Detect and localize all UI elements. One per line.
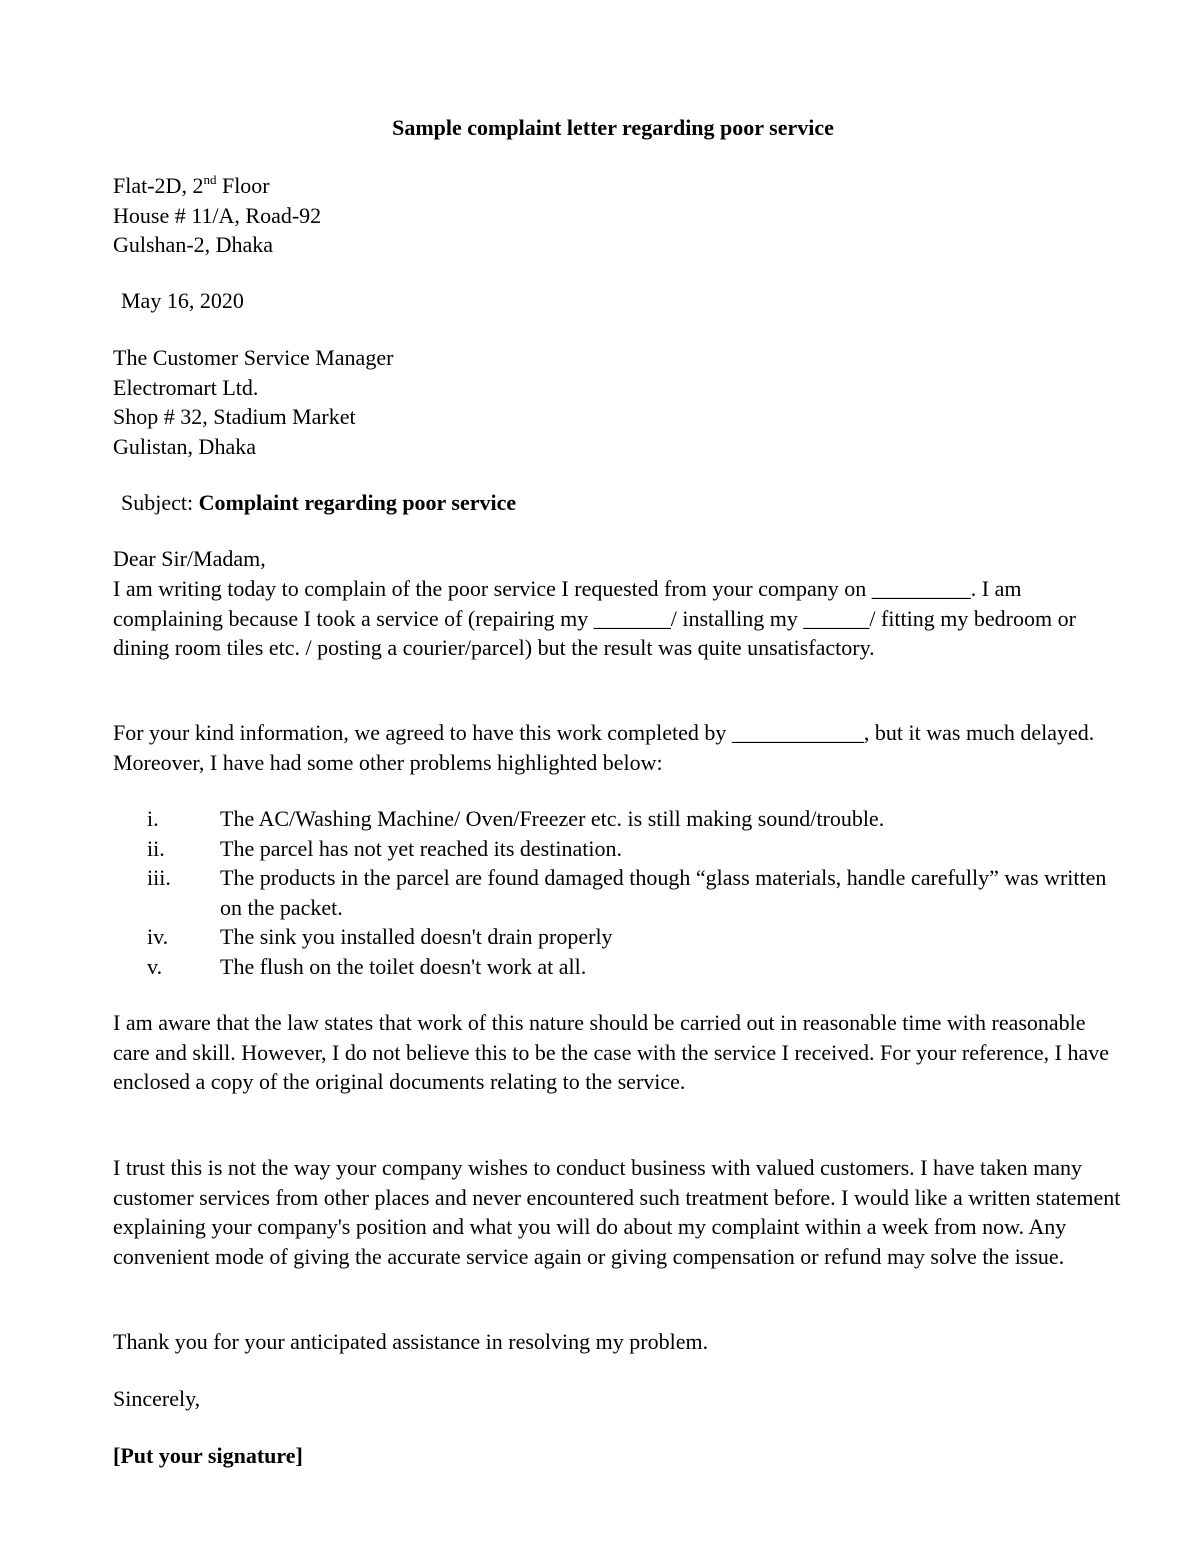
list-item: [113, 922, 1123, 952]
list-item-number: iv.: [147, 924, 169, 949]
recipient-line-2: Electromart Ltd.: [113, 374, 259, 400]
sender-address-line-2: House # 11/A, Road-92: [113, 202, 322, 228]
closing: Sincerely,: [113, 1386, 201, 1411]
list-item-number: iii.: [147, 865, 171, 890]
subject-line: [113, 488, 1123, 518]
recipient-line-1: The Customer Service Manager: [113, 345, 394, 370]
list-item-text: The products in the parcel are found damaged though “glass materials, handle carefully” was written on the packet.: [220, 865, 1107, 920]
list-item-text: The sink you installed doesn't drain properly: [220, 924, 613, 949]
signature-placeholder: [Put your signature]: [113, 1443, 303, 1468]
sender-address-line-3: Gulshan-2, Dhaka: [113, 232, 274, 257]
list-item-number: v.: [147, 953, 163, 979]
paragraph-4: I trust this is not the way your company wishes to conduct business with valued customers. I have taken many customer services from other places and never encountered such treatment before. I would like a written statement explaining your company's position and what you will do about my complaint within a week from now. Any convenient mode of giving the accurate service again or giving compensation or refund may solve the issue.: [113, 1155, 1121, 1269]
list-item-text: The AC/Washing Machine/ Oven/Freezer etc. is still making sound/trouble.: [220, 806, 885, 831]
letter-date: May 16, 2020: [121, 288, 244, 313]
problem-list: [113, 804, 1123, 981]
subject-text: Complaint regarding poor service: [198, 490, 517, 515]
sender-address-line-1: Flat-2D, 2nd Floor: [113, 172, 270, 198]
paragraph-1: I am writing today to complain of the poor service I requested from your company on _________. I am complaining because I took a service of (repairing my _______/ installing my ______/ fitting my bedroom or dining room tiles etc. / posting a courier/parcel) but the result was quite unsatisfactory.: [113, 576, 1076, 660]
subject-label: Subject:: [121, 490, 199, 515]
list-item-number: i.: [147, 806, 159, 831]
list-item: [113, 863, 1123, 922]
paragraph-3: I am aware that the law states that work of this nature should be carried out in reasonable time with reasonable care and skill. However, I do not believe this to be the case with the service I received. For your reference, I have enclosed a copy of the original documents relating to the service.: [113, 1010, 1110, 1094]
list-item: [113, 834, 1123, 864]
paragraph-5: Thank you for your anticipated assistance in resolving my problem.: [113, 1329, 709, 1354]
list-item-text: The flush on the toilet doesn't work at all.: [220, 953, 587, 979]
salutation: Dear Sir/Madam,: [113, 546, 266, 571]
recipient-address: [113, 343, 1123, 461]
list-item: [113, 952, 1123, 982]
letter-date-block: [113, 286, 1123, 316]
list-item: [113, 804, 1123, 834]
paragraph-2: For your kind information, we agreed to have this work completed by ____________, but it was much delayed. Moreover, I have had some other problems highlighted below:: [113, 720, 1095, 775]
recipient-line-3: Shop # 32, Stadium Market: [113, 404, 356, 429]
list-item-number: ii.: [147, 835, 165, 861]
recipient-line-4: Gulistan, Dhaka: [113, 433, 256, 459]
sender-address: [113, 171, 1123, 260]
list-item-text: The parcel has not yet reached its destination.: [220, 835, 622, 861]
document-title: Sample complaint letter regarding poor service: [392, 115, 834, 140]
